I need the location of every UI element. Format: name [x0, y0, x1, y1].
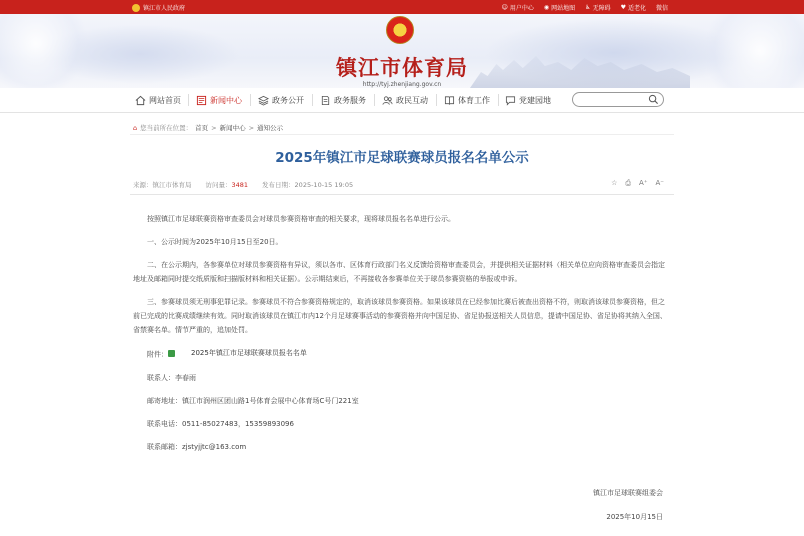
font-decrease-icon[interactable]: A⁻	[655, 179, 664, 187]
paragraph: 三、参赛球员须无刑事犯罪记录。参赛球员不符合参赛资格规定的，取消该球员参赛资格。如果该球员在已经参加比赛后被查出资格不符，则取消该球员参赛资格，但之前已完成的比赛成绩继续有效。同时取消该球员在镇江市内12个月足球赛事活动的参赛资格并向中国足协、省足协报送相关人员信息，提请中国足协、省足协将其纳入全国、省禁赛名单。情节严重的，追加处罚。	[133, 298, 667, 334]
favorite-icon[interactable]: ☆	[611, 179, 618, 187]
breadcrumb-prefix: 您当前所在位置：	[140, 124, 193, 132]
breadcrumb-notices[interactable]: 通知公示	[257, 124, 284, 132]
main-nav	[0, 88, 804, 113]
breadcrumb-separator: >	[248, 123, 255, 132]
breadcrumb	[133, 123, 283, 132]
nav-divider	[188, 94, 189, 106]
breadcrumb-news[interactable]: 新闻中心	[219, 124, 246, 132]
paragraph: 一、公示时间为2025年10月15日至20日。	[147, 238, 283, 246]
search-input[interactable]	[579, 94, 645, 105]
people-icon	[382, 95, 393, 106]
site-url: http://tyj.zhenjiang.gov.cn	[362, 81, 442, 88]
user-center-link[interactable]: ☺ 用户中心	[501, 4, 534, 12]
home-icon	[135, 95, 146, 106]
accessibility-link[interactable]: ♿ 无障碍	[585, 4, 611, 12]
breadcrumb-separator: >	[211, 123, 217, 132]
mailing-address: 邮寄地址：镇江市润州区团山路1号体育会展中心体育场C号门221室	[147, 396, 359, 405]
nav-divider	[250, 94, 251, 106]
print-icon[interactable]: ⎙	[625, 179, 632, 187]
utility-links	[502, 3, 668, 12]
gov-link-label: 镇江市人民政府	[143, 5, 186, 12]
excel-file-icon	[168, 350, 175, 357]
paragraph: 二、在公示期内，各参赛单位对球员参赛资格有异议，须以各市、区体育行政部门名义反馈给资格审查委员会，并提供相关证据材料（相关单位应向资格审查委员会指定地址及邮箱同时提交纸质版和扫描版材料和相关证据）。公示期结束后，不再接收各参赛单位关于球员参赛资格的举报或申诉。	[133, 261, 665, 283]
nav-divider	[436, 94, 437, 106]
article-views: 访问量：3481	[205, 181, 249, 189]
wechat-link[interactable]: 微信	[655, 5, 668, 12]
paragraph: 按照镇江市足球联赛资格审查委员会对球员参赛资格审查的相关要求，现将球员报名名单进行公示。	[147, 215, 455, 223]
breadcrumb-home[interactable]: 首页	[195, 124, 209, 132]
article-source: 来源：镇江市体育局	[133, 181, 192, 189]
font-increase-icon[interactable]: A⁺	[639, 179, 648, 187]
article-title: 2025年镇江市足球联赛球员报名名单公示	[275, 150, 529, 166]
nav-item-interaction[interactable]: 政民互动	[382, 93, 428, 107]
gov-link[interactable]	[132, 3, 185, 12]
signature-date: 2025年10月15日	[606, 513, 663, 521]
article-body	[133, 212, 671, 463]
divider	[130, 134, 674, 135]
article-tools	[611, 179, 664, 188]
chat-icon	[505, 95, 516, 106]
search-icon[interactable]	[648, 94, 659, 105]
book-icon	[444, 95, 455, 106]
nav-item-news[interactable]: 新闻中心	[196, 93, 242, 107]
nav-divider	[312, 94, 313, 106]
contact-phone: 联系电话：0511-85027483，15359893096	[147, 419, 294, 428]
national-emblem-icon	[132, 4, 140, 12]
article-date: 发布日期：2025-10-15 19:05	[262, 181, 354, 189]
news-icon	[196, 95, 207, 106]
site-title[interactable]: 镇江市体育局	[336, 55, 468, 80]
attachment-link[interactable]: 2025年镇江市足球联赛球员报名名单	[168, 346, 307, 360]
attachment-line: 附件： 2025年镇江市足球联赛球员报名名单	[133, 346, 671, 362]
signature-org: 镇江市足球联赛组委会	[593, 489, 663, 497]
nav-item-sports-work[interactable]: 体育工作	[444, 93, 490, 107]
article-meta	[133, 180, 353, 189]
contact-email: 联系邮箱：zjstyjjtc@163.com	[147, 442, 247, 451]
nav-item-gov-affairs[interactable]: 政务公开	[258, 93, 304, 107]
document-icon	[320, 95, 331, 106]
layers-icon	[258, 95, 269, 106]
location-icon: ⌂	[133, 123, 138, 132]
search-box	[572, 92, 664, 107]
top-utility-bar	[0, 0, 804, 14]
nav-item-party-building[interactable]: 党建园地	[505, 93, 551, 107]
nav-item-gov-services[interactable]: 政务服务	[320, 93, 366, 107]
divider	[130, 194, 674, 195]
nav-divider	[498, 94, 499, 106]
nav-divider	[374, 94, 375, 106]
nav-item-home[interactable]: 网站首页	[135, 93, 181, 107]
sitemap-link[interactable]: ◉ 网站地图	[543, 4, 576, 12]
national-emblem-icon	[386, 16, 414, 44]
contact-person: 联系人：李春雨	[147, 373, 196, 382]
site-banner	[0, 14, 804, 88]
elderly-mode-link[interactable]: ♥ 适老化	[620, 4, 646, 12]
